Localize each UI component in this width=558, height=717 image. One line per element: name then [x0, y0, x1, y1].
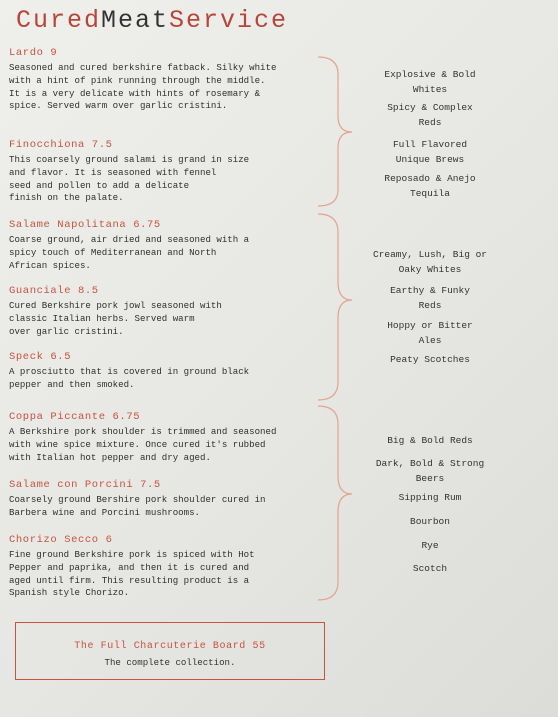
- pairing-creamy-oaky-whites: Creamy, Lush, Big or Oaky Whites: [372, 249, 488, 275]
- item-description: Fine ground Berkshire pork is spiced with Hot Pepper and paprika, and then it is cured and aged until firm. This resulting product is a Spanish style Chorizo.: [9, 549, 255, 599]
- item-description: A prosciutto that is covered in ground black pepper and then smoked.: [9, 366, 250, 390]
- item-name: Guanciale 8.5: [9, 285, 99, 297]
- item-name: Finocchiona 7.5: [9, 139, 113, 151]
- item-name: Coppa Piccante 6.75: [9, 411, 141, 423]
- menu-item-speck: [9, 351, 327, 392]
- pairing-explosive-bold-whites: Explosive & Bold Whites: [384, 69, 476, 95]
- item-name: Chorizo Secco 6: [9, 534, 113, 546]
- pairing-dark-strong-beers: Dark, Bold & Strong Beers: [375, 458, 485, 484]
- menu-item-finocchiona: [9, 139, 327, 205]
- pairing-big-bold-reds: Big & Bold Reds: [387, 435, 473, 446]
- item-name: Speck 6.5: [9, 351, 72, 363]
- page-title: [16, 6, 288, 35]
- menu-item-salame-con-porcini: [9, 479, 327, 520]
- menu-item-salame-napolitana: [9, 219, 327, 272]
- board-name: The Full Charcuterie Board 55: [74, 641, 266, 652]
- pairing-hoppy-bitter-ales: Hoppy or Bitter Ales: [387, 320, 473, 346]
- title-part-meat: Meat: [101, 6, 170, 35]
- pairing-sipping-rum: Sipping Rum: [398, 492, 462, 503]
- title-part-cured: Cured: [16, 6, 102, 35]
- pairing-scotch: Scotch: [412, 563, 448, 574]
- menu-item-lardo: [9, 47, 327, 113]
- item-description: Cured Berkshire pork jowl seasoned with classic Italian herbs. Served warm over garlic cristini.: [9, 300, 222, 337]
- item-name: Salame con Porcini 7.5: [9, 479, 161, 491]
- pairing-earthy-funky-reds: Earthy & Funky Reds: [390, 285, 470, 311]
- item-description: Coarse ground, air dried and seasoned with a spicy touch of Mediterranean and North African spices.: [9, 234, 250, 271]
- board-description: The complete collection.: [104, 657, 236, 668]
- item-name: Salame Napolitana 6.75: [9, 219, 161, 231]
- pairing-peaty-scotches: Peaty Scotches: [390, 354, 470, 365]
- pairing-bourbon: Bourbon: [410, 516, 450, 527]
- title-part-service: Service: [169, 6, 289, 35]
- item-description: A Berkshire pork shoulder is trimmed and seasoned with wine spice mixture. Once cured it's rubbed with Italian hot pepper and dry aged.: [9, 426, 277, 463]
- item-description: This coarsely ground salami is grand in size and flavor. It is seasoned with fennel seed and pollen to add a delicate finish on the palate.: [9, 154, 250, 204]
- menu-item-guanciale: [9, 285, 327, 338]
- item-name: Lardo 9: [9, 47, 58, 59]
- pairing-reposado-anejo-tequila: Reposado & Anejo Tequila: [384, 173, 476, 199]
- item-description: Seasoned and cured berkshire fatback. Silky white with a hint of pink running through the middle. It is a very delicate with hints of rosemary & spice. Served warm over garlic cristini.: [9, 62, 277, 112]
- pairing-spicy-complex-reds: Spicy & Complex Reds: [387, 102, 473, 128]
- menu-item-chorizo-secco: [9, 534, 327, 600]
- menu-item-coppa-piccante: [9, 411, 327, 464]
- pairing-rye: Rye: [421, 540, 439, 551]
- pairing-full-flavored-brews: Full Flavored Unique Brews: [392, 139, 468, 165]
- charcuterie-board-box: [15, 622, 325, 680]
- item-description: Coarsely ground Bershire pork shoulder cured in Barbera wine and Porcini mushrooms.: [9, 494, 266, 518]
